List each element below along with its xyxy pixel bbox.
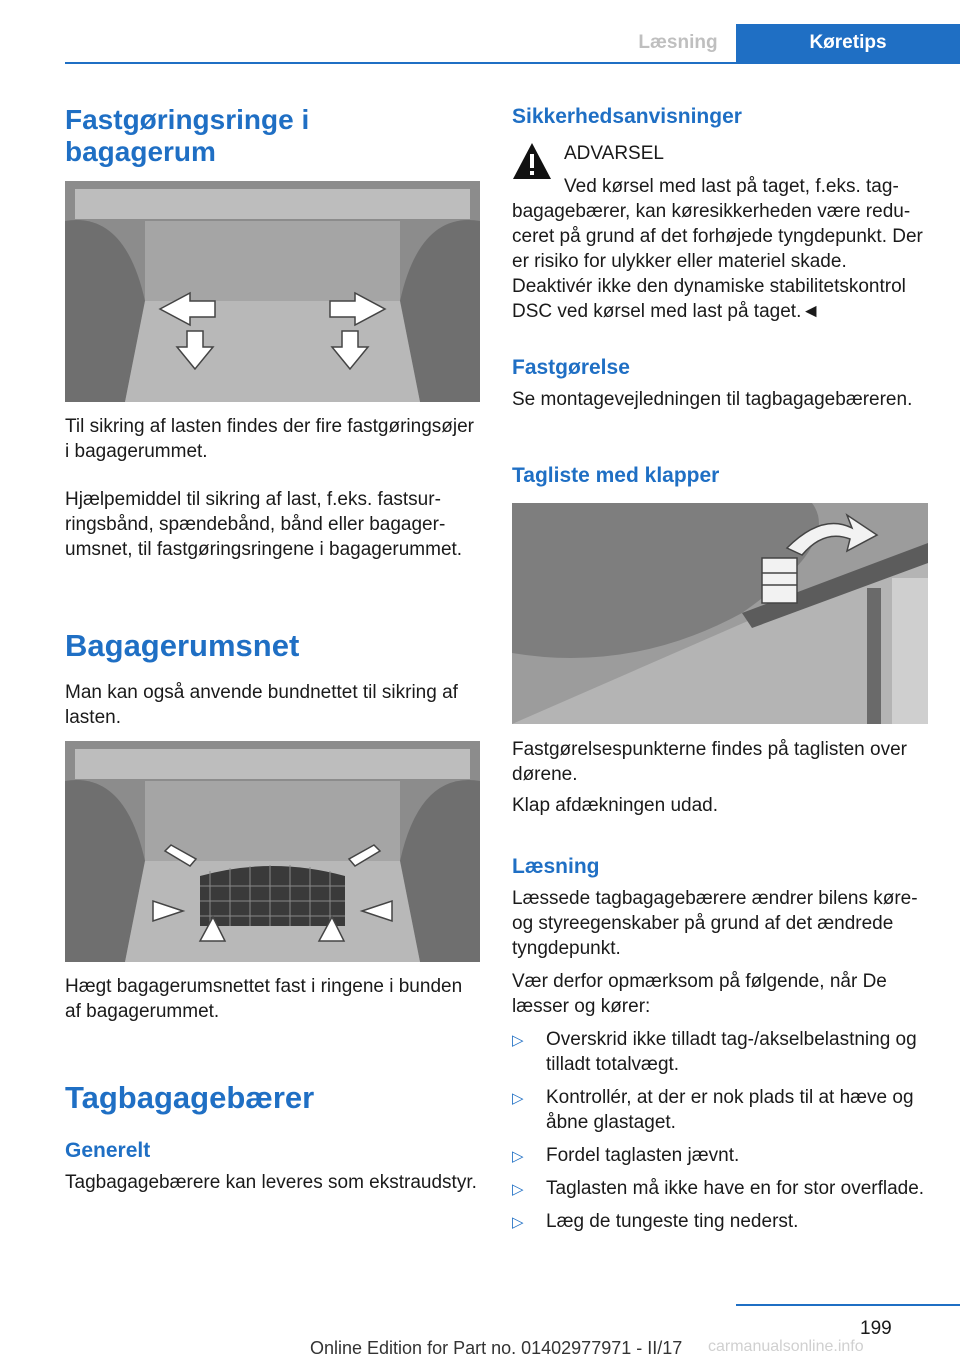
subheading-sikkerhedsanvisninger: Sikkerhedsanvisninger bbox=[512, 105, 742, 128]
bullet-item bbox=[512, 1209, 930, 1234]
warning-label: ADVARSEL bbox=[564, 143, 664, 164]
heading-bagagerumsnet: Bagagerumsnet bbox=[65, 628, 300, 663]
figure-roof-rail bbox=[512, 503, 928, 724]
paragraph-laesning-2: Vær derfor opmærksom på følgende, når De læsser og kører: bbox=[512, 971, 887, 1017]
subheading-generelt: Generelt bbox=[65, 1139, 151, 1162]
footer-rule bbox=[736, 1304, 960, 1306]
subheading-fastgoerelse: Fastgørelse bbox=[512, 356, 630, 379]
paragraph-tagliste-2: Klap afdækningen udad. bbox=[512, 795, 718, 816]
paragraph-rings-1: Til sikring af lasten findes der fire fastgøringsøjer i bagagerummet. bbox=[65, 416, 475, 462]
bullet-triangle-icon: ▷ bbox=[512, 1090, 524, 1107]
paragraph-net-2: Hægt bagagerumsnettet fast i ringene i bunden af bagagerummet. bbox=[65, 976, 463, 1022]
heading-tagbagagebaerer: Tagbagagebærer bbox=[65, 1080, 315, 1115]
figure-trunk-rings bbox=[65, 181, 480, 402]
figure-trunk-net bbox=[65, 741, 480, 962]
page-number: 199 bbox=[860, 1318, 892, 1339]
bullet-triangle-icon: ▷ bbox=[512, 1148, 524, 1165]
bullet-text: Fordel taglasten jævnt. bbox=[546, 1145, 740, 1166]
tab-koeretips[interactable]: Køretips bbox=[736, 24, 960, 62]
bullet-item bbox=[512, 1143, 930, 1168]
paragraph-tagliste-1: Fastgørelsespunkterne findes på taglisten over dørene. bbox=[512, 739, 907, 785]
paragraph-net-1: Man kan også anvende bundnettet til sikring af lasten. bbox=[65, 682, 458, 728]
bullet-text: Kontrollér, at der er nok plads til at hæve og åbne glastaget. bbox=[546, 1087, 914, 1133]
trunk-rings-illustration bbox=[65, 181, 480, 402]
edition-note: Online Edition for Part no. 01402977971 - II/17 bbox=[310, 1338, 683, 1358]
heading-fastgoeringsringe: Fastgøringsringe i bagagerum bbox=[65, 104, 310, 167]
paragraph-fastgoerelse: Se montagevejledningen til tagbagagebæreren. bbox=[512, 389, 913, 410]
header-rule bbox=[65, 62, 960, 64]
bullet-text: Taglasten må ikke have en for stor overflade. bbox=[546, 1178, 925, 1199]
paragraph-rings-2: Hjælpemiddel til sikring af last, f.eks. fastsurringsbånd, spændebånd, bånd eller bagagerumsnet, til fastgøringsringene i bagagerummet. bbox=[65, 489, 463, 560]
subheading-laesning: Læsning bbox=[512, 855, 600, 878]
tab-laesning[interactable]: Læsning bbox=[638, 32, 718, 53]
watermark: carmanualsonline.info bbox=[708, 1338, 864, 1355]
bullet-triangle-icon: ▷ bbox=[512, 1032, 524, 1049]
bullet-triangle-icon: ▷ bbox=[512, 1214, 524, 1231]
bullet-item bbox=[512, 1027, 930, 1077]
bullet-item bbox=[512, 1176, 930, 1201]
bullet-triangle-icon: ▷ bbox=[512, 1181, 524, 1198]
trunk-net-illustration bbox=[65, 741, 480, 962]
bullet-item bbox=[512, 1085, 930, 1135]
roof-rail-illustration bbox=[512, 503, 928, 724]
warning-text: Ved kørsel med last på taget, f.eks. tagbagagebærer, kan køresikkerheden være reduceret på grund af det forhøjede tyngdepunkt. Der er risiko for ulykker eller materiel skade. Deaktivér ikke den dynamiske stabilitetskontrol DSC ved kørsel med last på taget.◄ bbox=[512, 176, 923, 322]
bullet-text: Læg de tungeste ting nederst. bbox=[546, 1211, 799, 1232]
bullet-list-loading bbox=[512, 1027, 930, 1234]
subheading-tagliste: Tagliste med klapper bbox=[512, 464, 720, 487]
paragraph-laesning-1: Læssede tagbagagebærere ændrer bilens køre- og styreegenskaber på grund af det ændrede tyngdepunkt. bbox=[512, 888, 918, 959]
paragraph-generelt: Tagbagagebærere kan leveres som ekstraudstyr. bbox=[65, 1172, 477, 1193]
bullet-text: Overskrid ikke tilladt tag-/akselbelastning og tilladt totalvægt. bbox=[546, 1029, 917, 1075]
